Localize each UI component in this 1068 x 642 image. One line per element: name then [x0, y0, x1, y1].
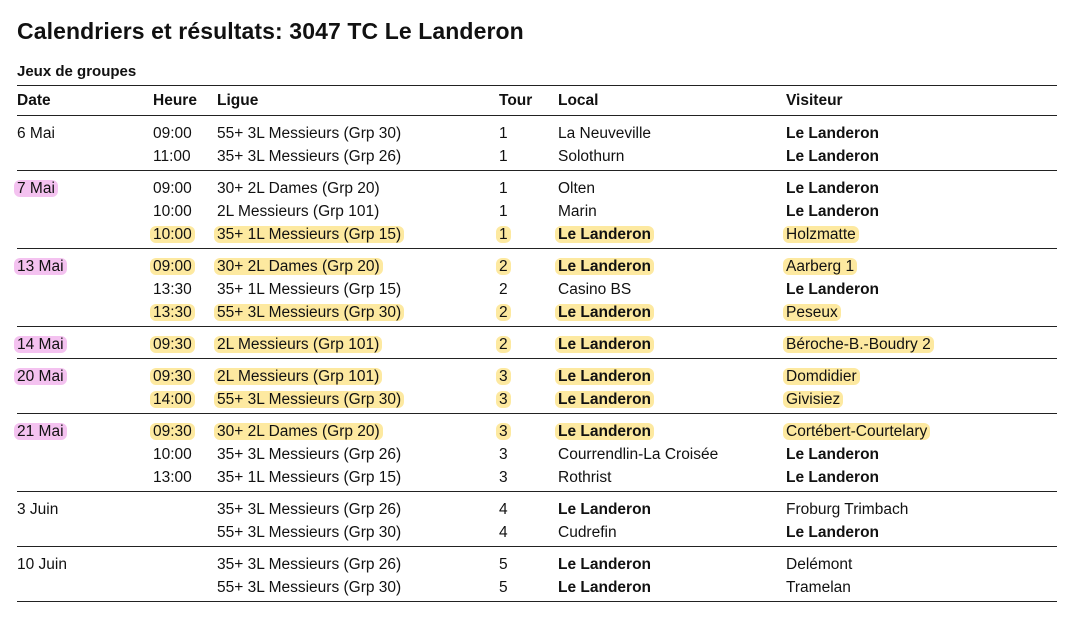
- table-row: [17, 301, 1057, 327]
- local-team: Solothurn: [558, 147, 625, 165]
- tour-value: 2: [496, 258, 511, 275]
- visiteur-cell: [786, 388, 1057, 414]
- local-cell: [558, 443, 786, 466]
- ligue-value: 2L Messieurs (Grp 101): [214, 336, 382, 353]
- date-cell: [17, 171, 153, 201]
- heure-cell: [153, 521, 217, 547]
- heure-value: 09:30: [150, 423, 195, 440]
- local-cell: [558, 171, 786, 201]
- heure-cell: [153, 116, 217, 146]
- local-team: Le Landeron: [555, 304, 654, 321]
- visiteur-team: Aarberg 1: [783, 258, 857, 275]
- ligue-cell: [217, 443, 499, 466]
- date-cell: [17, 492, 153, 522]
- ligue-value: 35+ 1L Messieurs (Grp 15): [217, 280, 402, 298]
- tour-cell: [499, 278, 558, 301]
- tour-value: 3: [496, 391, 511, 408]
- table-row: [17, 576, 1057, 602]
- tour-value: 2: [496, 336, 511, 353]
- ligue-cell: [217, 278, 499, 301]
- date-cell: [17, 388, 153, 414]
- local-cell: [558, 388, 786, 414]
- visiteur-team: Le Landeron: [786, 147, 880, 165]
- tour-cell: [499, 414, 558, 444]
- local-cell: [558, 116, 786, 146]
- tour-cell: [499, 223, 558, 249]
- table-row: [17, 171, 1057, 201]
- local-cell: [558, 521, 786, 547]
- ligue-cell: [217, 200, 499, 223]
- visiteur-cell: [786, 200, 1057, 223]
- visiteur-cell: [786, 466, 1057, 492]
- tour-value: 1: [499, 147, 508, 165]
- heure-value: 09:00: [150, 258, 195, 275]
- visiteur-cell: [786, 521, 1057, 547]
- date-cell: [17, 278, 153, 301]
- date-label: 14 Mai: [14, 336, 67, 353]
- visiteur-team: Peseux: [783, 304, 841, 321]
- ligue-cell: [217, 576, 499, 602]
- tour-cell: [499, 171, 558, 201]
- local-team: Marin: [558, 202, 597, 220]
- heure-cell: [153, 171, 217, 201]
- visiteur-team: Tramelan: [786, 578, 851, 596]
- visiteur-cell: [786, 249, 1057, 279]
- ligue-value: 55+ 3L Messieurs (Grp 30): [214, 304, 404, 321]
- local-cell: [558, 145, 786, 171]
- heure-cell: [153, 278, 217, 301]
- table-row: [17, 200, 1057, 223]
- local-team: Casino BS: [558, 280, 632, 298]
- date-cell: [17, 414, 153, 444]
- visiteur-cell: [786, 547, 1057, 577]
- ligue-cell: [217, 116, 499, 146]
- visiteur-team: Holzmatte: [783, 226, 859, 243]
- page-title: Calendriers et résultats: 3047 TC Le Landeron: [17, 18, 524, 44]
- table-row: [17, 145, 1057, 171]
- visiteur-cell: [786, 301, 1057, 327]
- heure-cell: [153, 223, 217, 249]
- heure-value: 10:00: [153, 202, 192, 220]
- table-row: [17, 359, 1057, 389]
- visiteur-cell: [786, 576, 1057, 602]
- heure-cell: [153, 492, 217, 522]
- date-cell: [17, 200, 153, 223]
- schedule-body: [17, 116, 1057, 602]
- ligue-value: 35+ 3L Messieurs (Grp 26): [217, 500, 402, 518]
- date-cell: [17, 116, 153, 146]
- tour-cell: [499, 492, 558, 522]
- visiteur-cell: [786, 145, 1057, 171]
- heure-value: 14:00: [150, 391, 195, 408]
- local-team: Le Landeron: [555, 336, 654, 353]
- local-cell: [558, 223, 786, 249]
- tour-value: 4: [499, 500, 508, 518]
- section-subtitle: Jeux de groupes: [17, 63, 137, 80]
- tour-cell: [499, 249, 558, 279]
- heure-cell: [153, 547, 217, 577]
- date-cell: [17, 223, 153, 249]
- tour-value: 5: [499, 555, 508, 573]
- table-row: [17, 414, 1057, 444]
- visiteur-cell: [786, 492, 1057, 522]
- table-row: [17, 249, 1057, 279]
- date-cell: [17, 521, 153, 547]
- visiteur-team: Le Landeron: [786, 468, 880, 486]
- date-label: 6 Mai: [17, 124, 55, 142]
- local-cell: [558, 414, 786, 444]
- date-label: 21 Mai: [14, 423, 67, 440]
- local-team: Le Landeron: [555, 226, 654, 243]
- column-header-heure: Heure: [153, 86, 217, 116]
- heure-cell: [153, 359, 217, 389]
- heure-cell: [153, 145, 217, 171]
- tour-value: 2: [496, 304, 511, 321]
- ligue-value: 30+ 2L Dames (Grp 20): [214, 423, 383, 440]
- heure-cell: [153, 301, 217, 327]
- visiteur-cell: [786, 443, 1057, 466]
- local-cell: [558, 466, 786, 492]
- heure-cell: [153, 200, 217, 223]
- visiteur-cell: [786, 116, 1057, 146]
- local-cell: [558, 492, 786, 522]
- local-team: Courrendlin-La Croisée: [558, 445, 719, 463]
- ligue-cell: [217, 145, 499, 171]
- date-cell: [17, 359, 153, 389]
- column-header-local: Local: [558, 86, 786, 116]
- table-row: [17, 466, 1057, 492]
- heure-value: 09:30: [150, 368, 195, 385]
- ligue-value: 35+ 3L Messieurs (Grp 26): [217, 555, 402, 573]
- visiteur-team: Béroche-B.-Boudry 2: [783, 336, 934, 353]
- header-row: [17, 86, 1057, 116]
- ligue-value: 30+ 2L Dames (Grp 20): [214, 258, 383, 275]
- table-row: [17, 116, 1057, 146]
- visiteur-cell: [786, 171, 1057, 201]
- visiteur-team: Givisiez: [783, 391, 843, 408]
- ligue-value: 2L Messieurs (Grp 101): [214, 368, 382, 385]
- local-team: Le Landeron: [555, 391, 654, 408]
- ligue-cell: [217, 327, 499, 359]
- column-header-visiteur: Visiteur: [786, 86, 1057, 116]
- ligue-cell: [217, 359, 499, 389]
- ligue-cell: [217, 388, 499, 414]
- local-cell: [558, 327, 786, 359]
- date-label: 7 Mai: [14, 180, 58, 197]
- tour-value: 3: [496, 368, 511, 385]
- local-team: La Neuveville: [558, 124, 652, 142]
- visiteur-team: Froburg Trimbach: [786, 500, 909, 518]
- ligue-value: 35+ 3L Messieurs (Grp 26): [217, 147, 402, 165]
- visiteur-cell: [786, 327, 1057, 359]
- tour-cell: [499, 443, 558, 466]
- heure-value: 11:00: [153, 147, 191, 165]
- schedule-table: [17, 85, 1057, 602]
- table-row: [17, 547, 1057, 577]
- schedule-header: [17, 86, 1057, 116]
- date-label: 10 Juin: [17, 555, 67, 573]
- ligue-cell: [217, 492, 499, 522]
- heure-value: 09:00: [153, 179, 192, 197]
- local-team: Cudrefin: [558, 523, 617, 541]
- local-cell: [558, 200, 786, 223]
- table-row: [17, 492, 1057, 522]
- date-cell: [17, 145, 153, 171]
- date-cell: [17, 301, 153, 327]
- column-header-date: Date: [17, 86, 153, 116]
- table-row: [17, 278, 1057, 301]
- ligue-value: 55+ 3L Messieurs (Grp 30): [214, 391, 404, 408]
- ligue-cell: [217, 301, 499, 327]
- heure-value: 10:00: [150, 226, 195, 243]
- table-row: [17, 521, 1057, 547]
- local-team: Le Landeron: [558, 555, 652, 573]
- local-cell: [558, 359, 786, 389]
- date-cell: [17, 327, 153, 359]
- heure-cell: [153, 327, 217, 359]
- local-cell: [558, 301, 786, 327]
- tour-cell: [499, 576, 558, 602]
- tour-value: 1: [499, 202, 508, 220]
- local-team: Le Landeron: [555, 368, 654, 385]
- ligue-value: 55+ 3L Messieurs (Grp 30): [217, 124, 402, 142]
- date-label: 13 Mai: [14, 258, 67, 275]
- table-row: [17, 443, 1057, 466]
- visiteur-team: Domdidier: [783, 368, 860, 385]
- ligue-value: 2L Messieurs (Grp 101): [217, 202, 380, 220]
- heure-cell: [153, 414, 217, 444]
- ligue-value: 30+ 2L Dames (Grp 20): [217, 179, 380, 197]
- date-cell: [17, 576, 153, 602]
- tour-value: 1: [496, 226, 511, 243]
- table-row: [17, 223, 1057, 249]
- local-team: Le Landeron: [555, 423, 654, 440]
- heure-cell: [153, 466, 217, 492]
- heure-cell: [153, 249, 217, 279]
- column-header-tour: Tour: [499, 86, 558, 116]
- tour-cell: [499, 521, 558, 547]
- column-header-ligue: Ligue: [217, 86, 499, 116]
- date-cell: [17, 443, 153, 466]
- visiteur-team: Le Landeron: [786, 445, 880, 463]
- ligue-value: 55+ 3L Messieurs (Grp 30): [217, 523, 402, 541]
- local-team: Rothrist: [558, 468, 612, 486]
- heure-value: 13:30: [153, 280, 192, 298]
- heure-cell: [153, 443, 217, 466]
- date-label: 20 Mai: [14, 368, 67, 385]
- date-label: 3 Juin: [17, 500, 59, 518]
- tour-value: 5: [499, 578, 508, 596]
- local-cell: [558, 249, 786, 279]
- tour-cell: [499, 200, 558, 223]
- visiteur-cell: [786, 359, 1057, 389]
- tour-value: 2: [499, 280, 508, 298]
- ligue-cell: [217, 466, 499, 492]
- visiteur-team: Cortébert-Courtelary: [783, 423, 930, 440]
- tour-value: 3: [496, 423, 511, 440]
- visiteur-team: Le Landeron: [786, 523, 880, 541]
- tour-cell: [499, 466, 558, 492]
- heure-cell: [153, 388, 217, 414]
- tour-value: 3: [499, 445, 508, 463]
- ligue-value: 55+ 3L Messieurs (Grp 30): [217, 578, 402, 596]
- ligue-value: 35+ 1L Messieurs (Grp 15): [217, 468, 402, 486]
- tour-cell: [499, 388, 558, 414]
- tour-value: 1: [499, 179, 508, 197]
- visiteur-team: Le Landeron: [786, 124, 880, 142]
- ligue-value: 35+ 3L Messieurs (Grp 26): [217, 445, 402, 463]
- date-cell: [17, 466, 153, 492]
- tour-cell: [499, 327, 558, 359]
- local-team: Le Landeron: [558, 578, 652, 596]
- local-team: Le Landeron: [558, 500, 652, 518]
- ligue-cell: [217, 249, 499, 279]
- heure-value: 10:00: [153, 445, 192, 463]
- heure-value: 09:30: [150, 336, 195, 353]
- local-cell: [558, 576, 786, 602]
- visiteur-team: Le Landeron: [786, 280, 880, 298]
- heure-value: 13:30: [150, 304, 195, 321]
- ligue-cell: [217, 223, 499, 249]
- tour-cell: [499, 547, 558, 577]
- tour-cell: [499, 145, 558, 171]
- table-row: [17, 388, 1057, 414]
- heure-cell: [153, 576, 217, 602]
- heure-value: 09:00: [153, 124, 192, 142]
- tour-cell: [499, 301, 558, 327]
- local-team: Olten: [558, 179, 596, 197]
- tour-value: 3: [499, 468, 508, 486]
- local-cell: [558, 278, 786, 301]
- table-row: [17, 327, 1057, 359]
- visiteur-team: Delémont: [786, 555, 853, 573]
- ligue-value: 35+ 1L Messieurs (Grp 15): [214, 226, 404, 243]
- ligue-cell: [217, 547, 499, 577]
- tour-value: 1: [499, 124, 508, 142]
- tour-cell: [499, 359, 558, 389]
- visiteur-cell: [786, 414, 1057, 444]
- ligue-cell: [217, 171, 499, 201]
- local-cell: [558, 547, 786, 577]
- date-cell: [17, 249, 153, 279]
- tour-cell: [499, 116, 558, 146]
- visiteur-team: Le Landeron: [786, 179, 880, 197]
- visiteur-cell: [786, 223, 1057, 249]
- local-team: Le Landeron: [555, 258, 654, 275]
- tour-value: 4: [499, 523, 508, 541]
- visiteur-cell: [786, 278, 1057, 301]
- date-cell: [17, 547, 153, 577]
- ligue-cell: [217, 521, 499, 547]
- ligue-cell: [217, 414, 499, 444]
- heure-value: 13:00: [153, 468, 192, 486]
- visiteur-team: Le Landeron: [786, 202, 880, 220]
